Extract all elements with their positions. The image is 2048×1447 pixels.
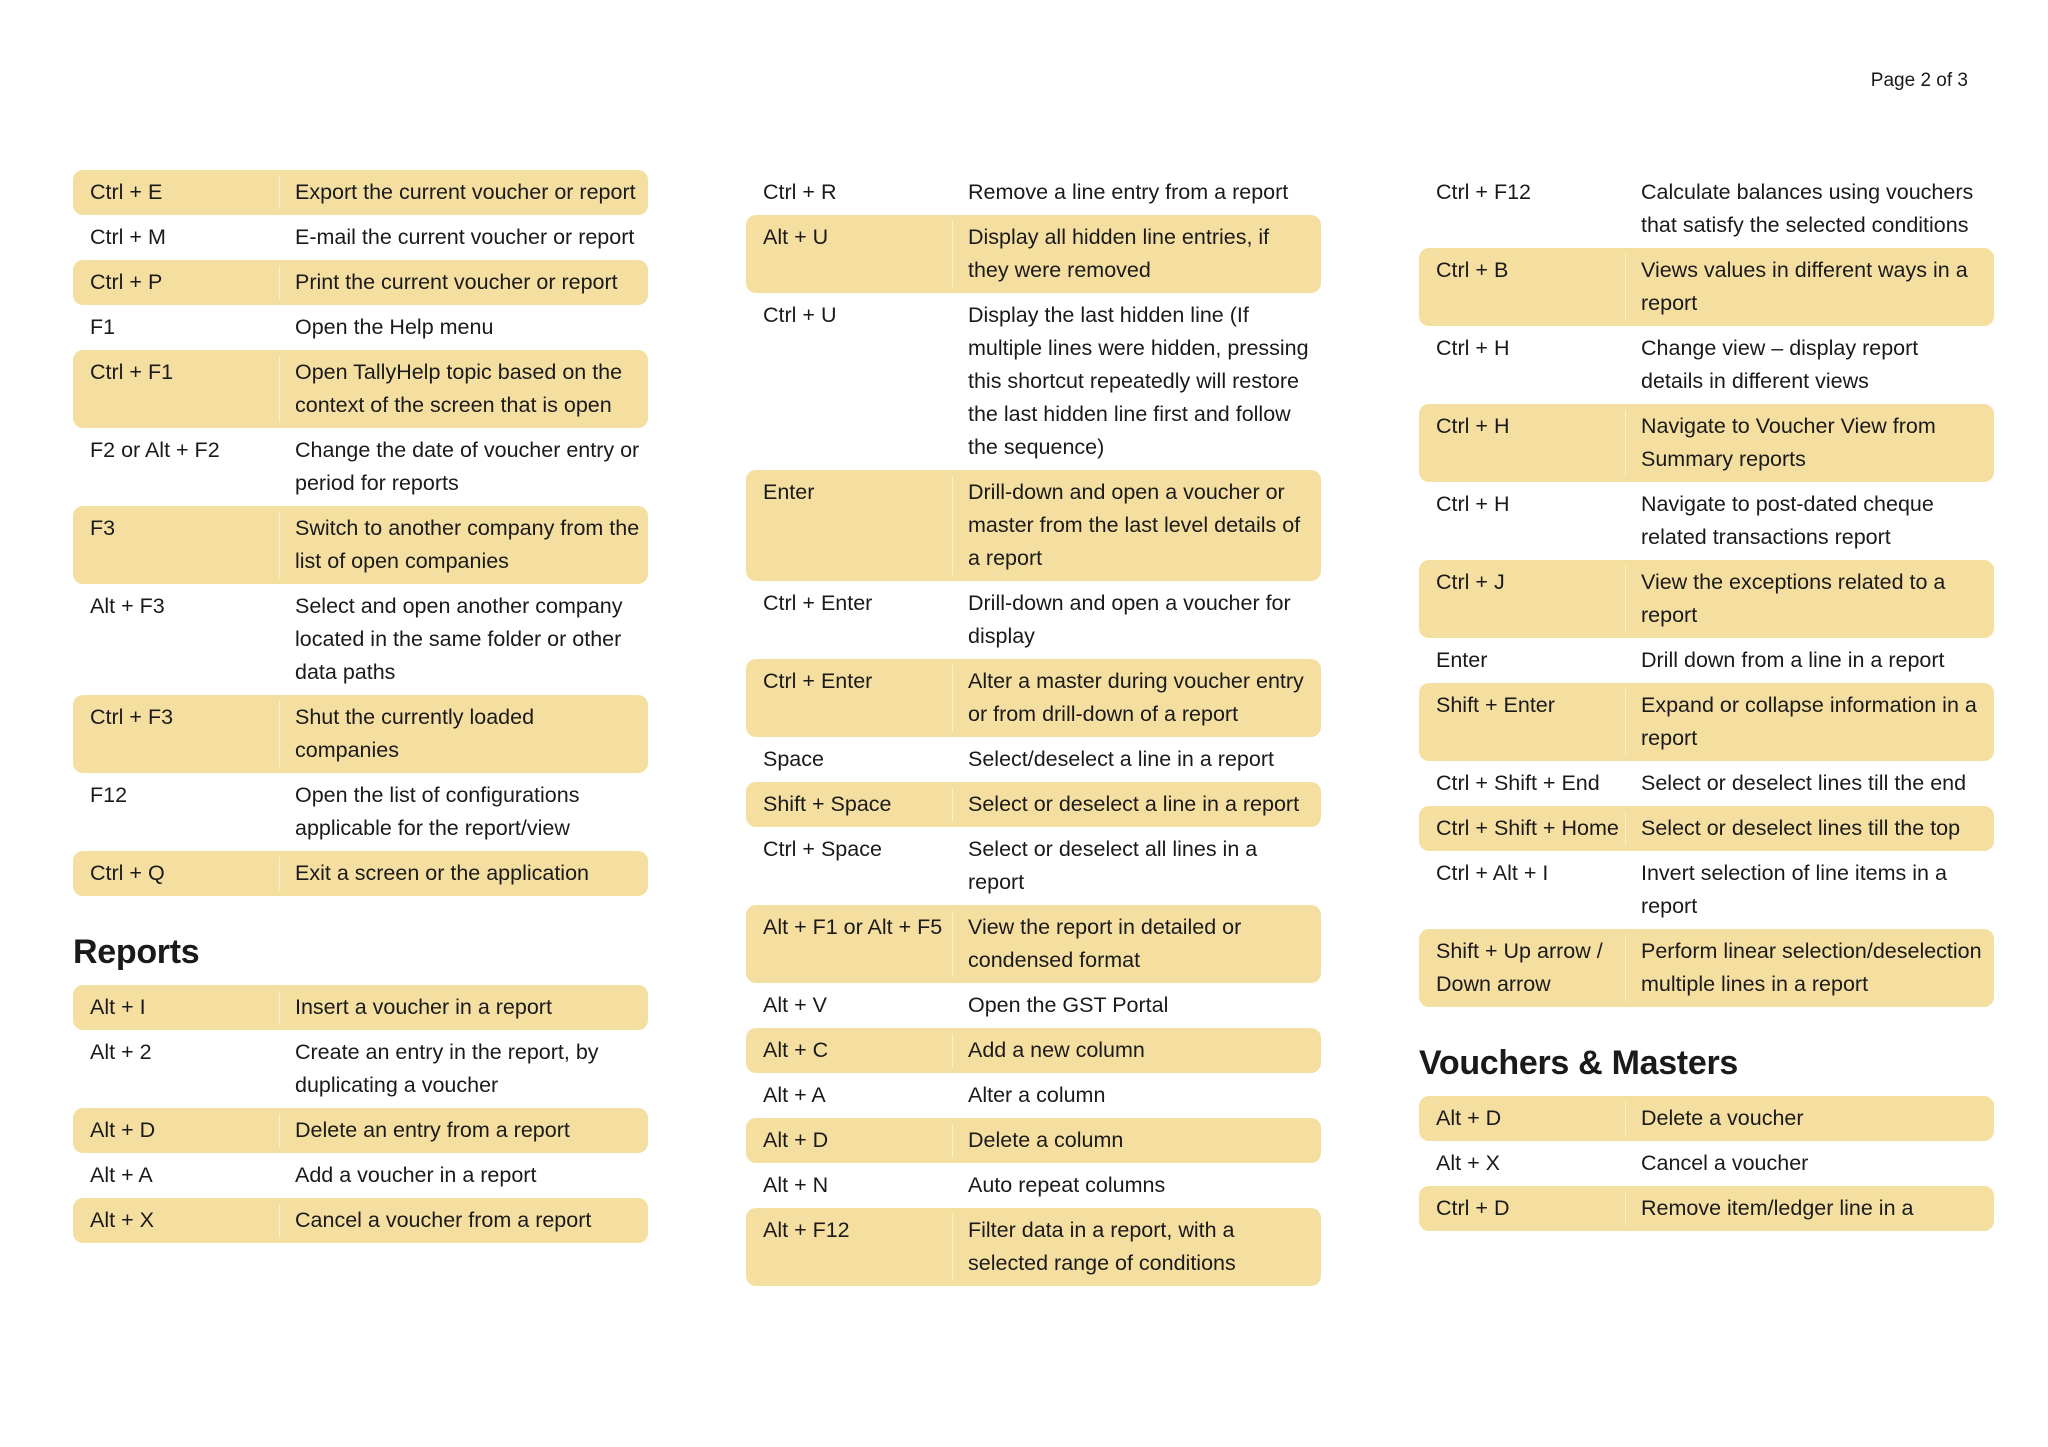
shortcut-key: Alt + D bbox=[746, 1124, 953, 1157]
shortcut-key: Ctrl + M bbox=[90, 225, 166, 249]
shortcut-description: Views values in different ways in a report bbox=[1641, 258, 1968, 315]
shortcut-table bbox=[746, 170, 1321, 1286]
shortcut-description: Open the Help menu bbox=[295, 315, 494, 339]
shortcut-table bbox=[1419, 170, 1994, 1007]
shortcut-key: Ctrl + R bbox=[763, 180, 837, 204]
shortcut-row bbox=[746, 1073, 1321, 1118]
shortcut-row bbox=[1419, 1186, 1994, 1231]
shortcut-row bbox=[746, 1163, 1321, 1208]
shortcut-description: Select or deselect all lines in a report bbox=[968, 837, 1258, 894]
shortcut-description: Remove item/ledger line in a bbox=[1641, 1196, 1914, 1220]
shortcut-row bbox=[746, 581, 1321, 659]
shortcut-key: Alt + C bbox=[746, 1034, 953, 1067]
shortcut-key: Shift + Up arrow / Down arrow bbox=[1419, 935, 1626, 1001]
shortcut-key: Ctrl + J bbox=[1419, 566, 1626, 632]
shortcut-description: Insert a voucher in a report bbox=[295, 995, 552, 1019]
shortcut-column-2 bbox=[746, 170, 1321, 1286]
section-heading: Reports bbox=[73, 933, 200, 971]
shortcut-key: Enter bbox=[1436, 648, 1488, 672]
shortcut-row bbox=[746, 782, 1321, 827]
shortcut-description: Display the last hidden line (If multiple lines were hidden, pressing this shortcut repeatedly will restore the last hidden line first and follow the sequence) bbox=[968, 303, 1309, 459]
shortcut-description: Select or deselect lines till the end bbox=[1641, 771, 1967, 795]
shortcut-row bbox=[1419, 404, 1994, 482]
shortcut-row bbox=[73, 985, 648, 1030]
shortcut-row bbox=[1419, 761, 1994, 806]
shortcut-column-3 bbox=[1419, 170, 1994, 1231]
shortcut-key: Shift + Space bbox=[746, 788, 953, 821]
shortcut-row bbox=[746, 1118, 1321, 1163]
shortcut-description: Drill-down and open a voucher for display bbox=[968, 591, 1291, 648]
shortcut-row bbox=[73, 305, 648, 350]
shortcut-key: Space bbox=[763, 747, 824, 771]
shortcut-row bbox=[1419, 248, 1994, 326]
shortcut-description: Delete an entry from a report bbox=[295, 1118, 570, 1142]
shortcut-row bbox=[1419, 806, 1994, 851]
shortcut-row bbox=[1419, 851, 1994, 929]
shortcut-row bbox=[1419, 638, 1994, 683]
shortcut-description: Alter a column bbox=[968, 1083, 1106, 1107]
shortcut-row bbox=[1419, 1096, 1994, 1141]
shortcut-key: F1 bbox=[90, 315, 116, 339]
shortcut-row bbox=[73, 773, 648, 851]
shortcut-description: Delete a voucher bbox=[1641, 1106, 1804, 1130]
shortcut-key: Alt + F3 bbox=[90, 594, 165, 618]
shortcut-table bbox=[73, 170, 648, 896]
shortcut-key: Ctrl + U bbox=[763, 303, 837, 327]
shortcut-row bbox=[1419, 683, 1994, 761]
shortcut-key: Alt + A bbox=[763, 1083, 826, 1107]
shortcut-key: Ctrl + Shift + End bbox=[1436, 771, 1600, 795]
shortcut-description: Cancel a voucher bbox=[1641, 1151, 1809, 1175]
shortcut-key: Ctrl + F12 bbox=[1436, 180, 1531, 204]
shortcut-row bbox=[73, 851, 648, 896]
shortcut-description: Drill down from a line in a report bbox=[1641, 648, 1945, 672]
shortcut-key: Ctrl + H bbox=[1419, 410, 1626, 476]
shortcut-row bbox=[73, 170, 648, 215]
shortcut-description: Invert selection of line items in a report bbox=[1641, 861, 1947, 918]
shortcut-row bbox=[746, 293, 1321, 470]
shortcut-description: Filter data in a report, with a selected range of conditions bbox=[968, 1218, 1236, 1275]
shortcut-row bbox=[746, 1028, 1321, 1073]
shortcut-row bbox=[73, 260, 648, 305]
shortcut-key: Ctrl + E bbox=[73, 176, 280, 209]
shortcut-description: Select/deselect a line in a report bbox=[968, 747, 1274, 771]
shortcut-key: Alt + N bbox=[763, 1173, 829, 1197]
shortcut-row bbox=[73, 695, 648, 773]
shortcut-description: Switch to another company from the list of open companies bbox=[295, 516, 640, 573]
shortcut-description: View the report in detailed or condensed format bbox=[968, 915, 1242, 972]
section-heading: Vouchers & Masters bbox=[1419, 1044, 1738, 1082]
shortcut-key: Ctrl + Q bbox=[73, 857, 280, 890]
shortcut-description: Drill-down and open a voucher or master from the last level details of a report bbox=[968, 480, 1301, 570]
shortcut-description: Print the current voucher or report bbox=[295, 270, 618, 294]
shortcut-description: Navigate to Voucher View from Summary reports bbox=[1641, 414, 1936, 471]
shortcut-description: Expand or collapse information in a report bbox=[1641, 693, 1977, 750]
shortcut-key: Alt + F1 or Alt + F5 bbox=[746, 911, 953, 977]
shortcut-description: Create an entry in the report, by duplicating a voucher bbox=[295, 1040, 599, 1097]
shortcut-description: View the exceptions related to a report bbox=[1641, 570, 1946, 627]
shortcut-row bbox=[73, 428, 648, 506]
shortcut-row bbox=[73, 584, 648, 695]
shortcut-key: Alt + 2 bbox=[90, 1040, 152, 1064]
shortcut-description: Open TallyHelp topic based on the context of the screen that is open bbox=[295, 360, 623, 417]
shortcut-description: Add a voucher in a report bbox=[295, 1163, 537, 1187]
shortcut-key: F12 bbox=[90, 783, 128, 807]
shortcut-row bbox=[1419, 170, 1994, 248]
shortcut-key: Alt + D bbox=[1419, 1102, 1626, 1135]
shortcut-key: Ctrl + H bbox=[1436, 492, 1510, 516]
shortcut-row bbox=[746, 827, 1321, 905]
shortcut-description: Perform linear selection/deselection multiple lines in a report bbox=[1641, 939, 1982, 996]
shortcut-description: Navigate to post-dated cheque related transactions report bbox=[1641, 492, 1934, 549]
shortcut-description: Cancel a voucher from a report bbox=[295, 1208, 592, 1232]
shortcut-description: Auto repeat columns bbox=[968, 1173, 1166, 1197]
shortcut-row bbox=[1419, 929, 1994, 1007]
shortcut-row bbox=[746, 737, 1321, 782]
shortcut-key: Ctrl + B bbox=[1419, 254, 1626, 320]
shortcut-key: Alt + U bbox=[746, 221, 953, 287]
shortcut-description: Add a new column bbox=[968, 1038, 1145, 1062]
shortcut-row bbox=[746, 1208, 1321, 1286]
shortcut-key: Ctrl + Shift + Home bbox=[1419, 812, 1626, 845]
shortcut-row bbox=[746, 659, 1321, 737]
shortcut-column-1 bbox=[73, 170, 648, 1243]
shortcut-description: E-mail the current voucher or report bbox=[295, 225, 635, 249]
shortcut-row bbox=[746, 983, 1321, 1028]
shortcut-row bbox=[73, 215, 648, 260]
shortcut-key: Alt + I bbox=[73, 991, 280, 1024]
shortcut-key: Alt + V bbox=[763, 993, 827, 1017]
shortcut-row bbox=[746, 170, 1321, 215]
shortcut-row bbox=[73, 1153, 648, 1198]
shortcut-row bbox=[73, 506, 648, 584]
shortcut-key: Ctrl + F3 bbox=[73, 701, 280, 767]
page-number: Page 2 of 3 bbox=[1870, 70, 1968, 91]
shortcut-key: Ctrl + D bbox=[1419, 1192, 1626, 1225]
shortcut-key: Shift + Enter bbox=[1419, 689, 1626, 755]
shortcut-key: Ctrl + F1 bbox=[73, 356, 280, 422]
shortcut-row bbox=[1419, 560, 1994, 638]
shortcut-description: Exit a screen or the application bbox=[295, 861, 589, 885]
shortcut-description: Select or deselect lines till the top bbox=[1641, 816, 1961, 840]
shortcut-description: Display all hidden line entries, if they were removed bbox=[968, 225, 1270, 282]
shortcut-description: Change view – display report details in different views bbox=[1641, 336, 1919, 393]
shortcut-key: F2 or Alt + F2 bbox=[90, 438, 220, 462]
shortcut-key: Ctrl + P bbox=[73, 266, 280, 299]
shortcut-description: Shut the currently loaded companies bbox=[295, 705, 535, 762]
shortcut-key: Alt + A bbox=[90, 1163, 153, 1187]
shortcut-row bbox=[73, 1108, 648, 1153]
shortcut-row bbox=[746, 470, 1321, 581]
shortcut-key: Ctrl + H bbox=[1436, 336, 1510, 360]
shortcut-key: Enter bbox=[746, 476, 953, 575]
shortcut-key: Ctrl + Alt + I bbox=[1436, 861, 1549, 885]
shortcut-key: F3 bbox=[73, 512, 280, 578]
shortcut-key: Ctrl + Space bbox=[763, 837, 882, 861]
shortcut-key: Alt + D bbox=[73, 1114, 280, 1147]
shortcut-row bbox=[73, 1030, 648, 1108]
shortcut-description: Open the list of configurations applicable for the report/view bbox=[295, 783, 580, 840]
shortcut-key: Ctrl + Enter bbox=[746, 665, 953, 731]
shortcut-row bbox=[73, 1198, 648, 1243]
shortcut-row bbox=[1419, 482, 1994, 560]
shortcut-key: Ctrl + Enter bbox=[763, 591, 873, 615]
shortcut-row bbox=[1419, 326, 1994, 404]
shortcut-table bbox=[1419, 1096, 1994, 1231]
shortcut-key: Alt + X bbox=[73, 1204, 280, 1237]
shortcut-description: Remove a line entry from a report bbox=[968, 180, 1289, 204]
shortcut-description: Alter a master during voucher entry or from drill-down of a report bbox=[968, 669, 1304, 726]
shortcut-key: Alt + F12 bbox=[746, 1214, 953, 1280]
shortcut-description: Calculate balances using vouchers that satisfy the selected conditions bbox=[1641, 180, 1974, 237]
shortcut-description: Select or deselect a line in a report bbox=[968, 792, 1300, 816]
shortcut-description: Select and open another company located in the same folder or other data paths bbox=[295, 594, 623, 684]
shortcut-description: Export the current voucher or report bbox=[295, 180, 636, 204]
shortcut-row bbox=[746, 905, 1321, 983]
shortcut-key: Alt + X bbox=[1436, 1151, 1500, 1175]
shortcut-description: Open the GST Portal bbox=[968, 993, 1169, 1017]
shortcut-row bbox=[73, 350, 648, 428]
shortcut-row bbox=[746, 215, 1321, 293]
shortcut-description: Delete a column bbox=[968, 1128, 1124, 1152]
shortcut-description: Change the date of voucher entry or period for reports bbox=[295, 438, 640, 495]
shortcut-table bbox=[73, 985, 648, 1243]
shortcut-row bbox=[1419, 1141, 1994, 1186]
